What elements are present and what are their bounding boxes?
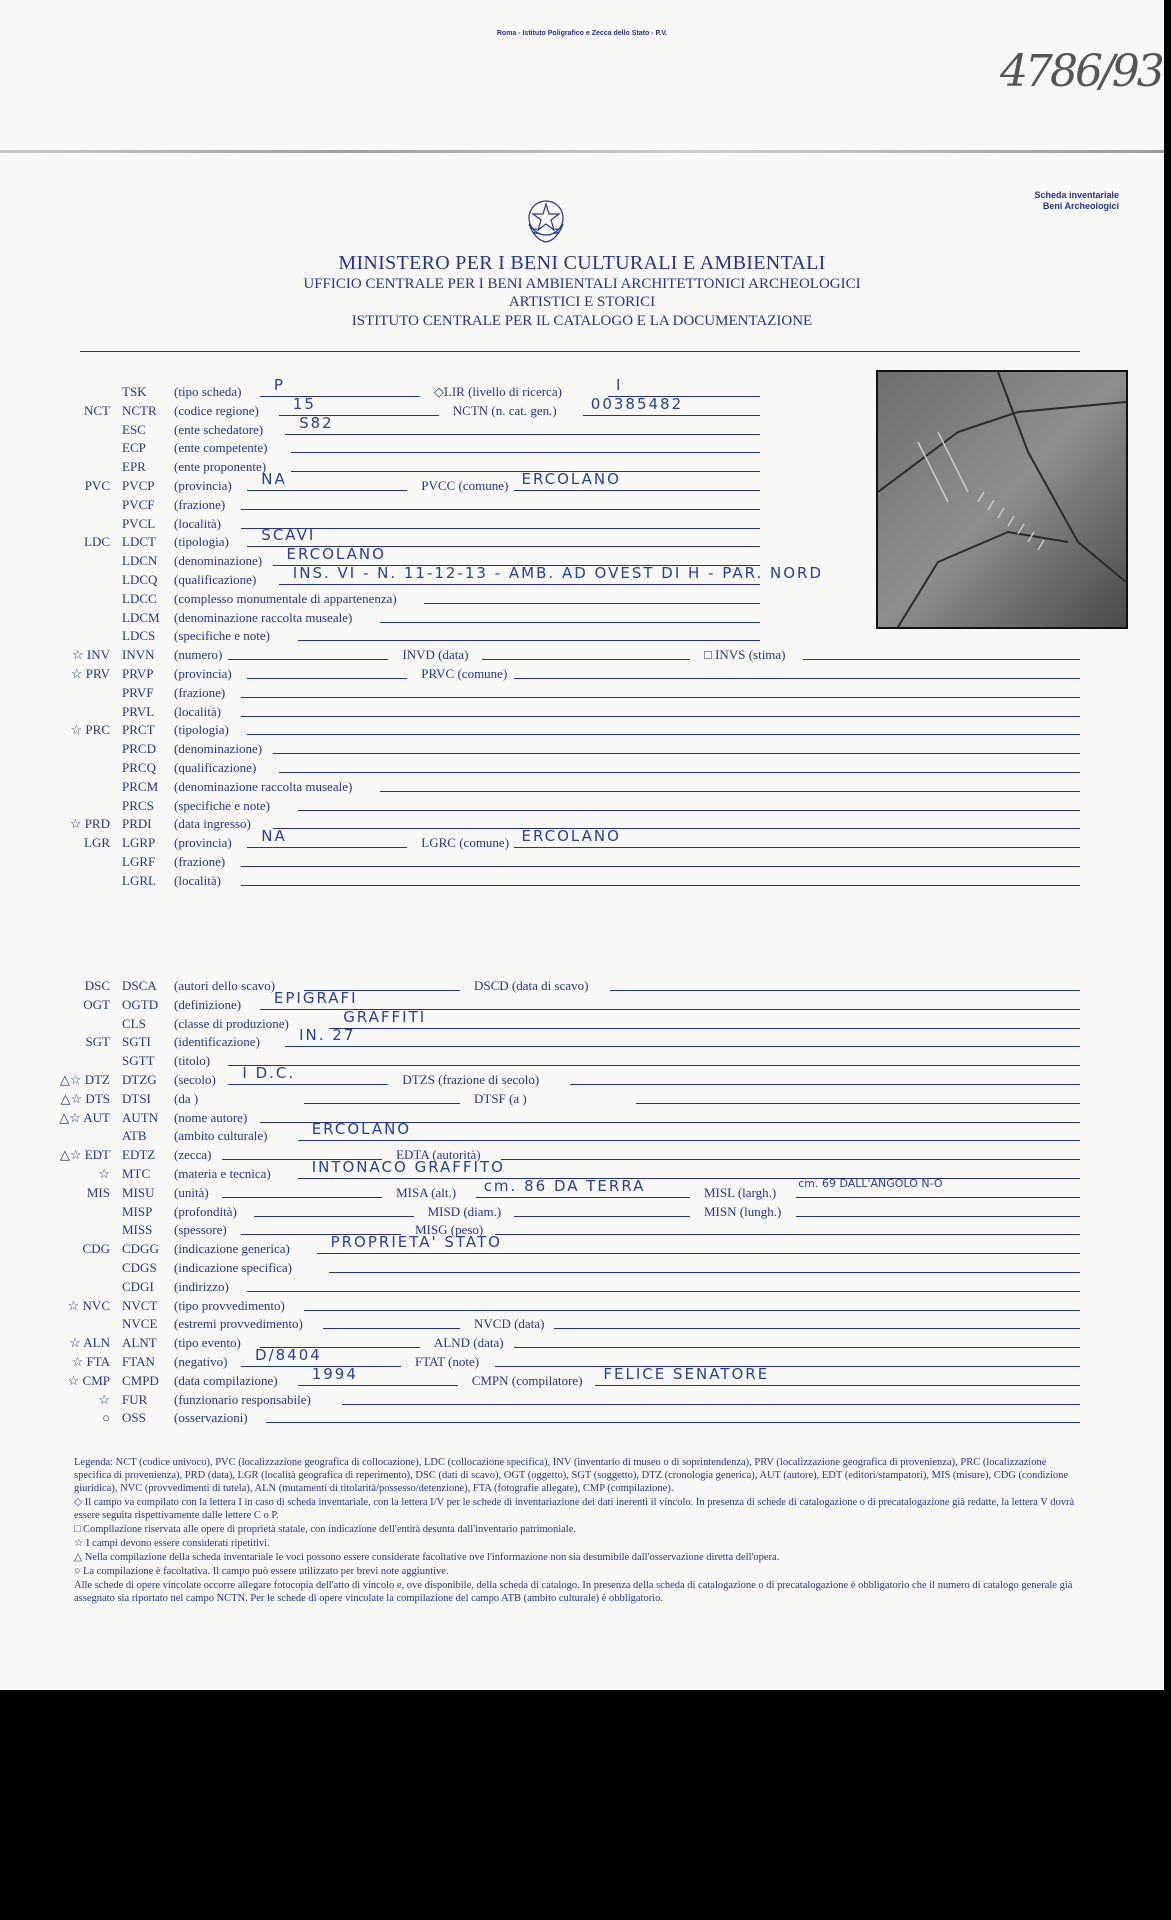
field-label: (funzionario responsabile) <box>174 1391 311 1407</box>
field-row-prvl <box>40 704 1080 721</box>
field-label: (denominazione) <box>174 741 263 757</box>
field-value-secondary: I <box>616 376 623 394</box>
field-code: ATB <box>122 1128 147 1144</box>
fill-line[interactable] <box>796 1197 1080 1198</box>
group-code: ☆ <box>98 1391 110 1407</box>
field-code: NCTR <box>122 402 157 418</box>
field-label: (data ingresso) <box>174 816 251 832</box>
field-label: (località) <box>174 703 221 719</box>
field-row-prcs <box>40 798 1080 815</box>
field-label: (unità) <box>174 1184 209 1200</box>
fill-line[interactable] <box>241 509 760 510</box>
fill-line[interactable] <box>247 734 1080 735</box>
field-row-lgrf <box>40 854 1080 871</box>
field-label-secondary: DSCD (data di scavo) <box>474 978 589 993</box>
field-row-misp <box>40 1204 1080 1221</box>
fill-line[interactable] <box>298 1178 1080 1179</box>
field-value: NA <box>261 827 287 846</box>
field-row-dtzg <box>40 1064 1080 1089</box>
group-code: ☆ PRV <box>70 666 110 681</box>
fill-line[interactable] <box>495 1366 1080 1367</box>
fill-line[interactable] <box>380 791 1080 792</box>
field-code: LDCC <box>122 590 157 606</box>
field-value: IN. 27 <box>299 1026 356 1045</box>
field-code: LGRF <box>122 854 156 869</box>
field-label-secondary: FTAT (note) <box>415 1354 480 1369</box>
field-row-ldcq <box>40 564 1080 589</box>
legend <box>74 1456 1079 1606</box>
field-label: (tipo scheda) <box>174 384 242 399</box>
fill-line[interactable] <box>501 1159 1080 1160</box>
field-row-dtsi <box>40 1091 1080 1108</box>
field-row-sgti <box>40 1026 1080 1051</box>
fill-line[interactable] <box>241 866 1080 867</box>
group-code: ☆ ALN <box>69 1335 110 1351</box>
field-row-nctr <box>40 394 1080 420</box>
fill-line[interactable] <box>279 772 1080 773</box>
field-label: (specifiche e note) <box>174 628 271 644</box>
field-code: LDCN <box>122 553 158 569</box>
field-value: D/8404 <box>255 1346 322 1364</box>
tag-line-1: Scheda inventariale <box>1034 190 1119 200</box>
field-value: SCAVI <box>261 526 316 545</box>
field-row-autn <box>40 1110 1080 1127</box>
tag-line-2: Beni Archeologici <box>1042 201 1119 211</box>
field-row-prvp <box>40 666 1080 683</box>
field-code: PRCS <box>122 797 154 813</box>
field-label: (tipo provvedimento) <box>174 1297 285 1313</box>
office-line-1: UFFICIO CENTRALE PER I BENI AMBIENTALI ARCHITETTONICI ARCHEOLOGICI <box>303 276 861 292</box>
field-code: INVN <box>122 647 155 663</box>
field-row-esc <box>40 413 1080 439</box>
field-label-tertiary: □ INVS (stima) <box>704 647 786 663</box>
field-code: EDTZ <box>122 1147 156 1163</box>
field-row-cdgs <box>40 1260 1080 1277</box>
field-label: (zecca) <box>174 1147 212 1163</box>
fill-line[interactable] <box>241 716 1080 717</box>
field-label-secondary: EDTA (autorità) <box>396 1147 481 1163</box>
field-label-secondary: NCTN (n. cat. gen.) <box>452 402 557 418</box>
group-code: SGT <box>85 1034 110 1050</box>
group-code: CDG <box>82 1241 110 1257</box>
field-code: MISU <box>122 1184 155 1200</box>
field-label: (data compilazione) <box>174 1372 278 1388</box>
fill-line[interactable] <box>304 1103 460 1104</box>
field-row-ldcm <box>40 610 1080 627</box>
field-row-prvf <box>40 685 1080 702</box>
field-row-nvce <box>40 1316 1080 1333</box>
field-row-pvcp <box>40 470 1080 495</box>
group-code: △☆ EDT <box>59 1147 110 1163</box>
field-code: NVCT <box>122 1297 158 1313</box>
field-code: OSS <box>122 1410 146 1426</box>
field-label-secondary: NVCD (data) <box>474 1316 545 1332</box>
field-row-ldcc <box>40 591 1080 608</box>
field-row-ldct <box>40 526 1080 551</box>
fill-line[interactable] <box>273 828 1081 829</box>
field-value-tertiary: cm. 69 DALL'ANGOLO N-O <box>798 1176 943 1190</box>
field-label: (specifiche e note) <box>174 797 271 813</box>
field-code: PVCP <box>122 478 155 493</box>
field-value: 15 <box>292 394 316 413</box>
field-label: (ente schedatore) <box>174 421 264 437</box>
field-label: (denominazione) <box>174 553 263 569</box>
field-row-atb <box>40 1120 1080 1145</box>
group-code: ☆ PRC <box>70 722 110 738</box>
field-value: I D.C. <box>242 1064 296 1082</box>
fill-line[interactable] <box>554 1328 1080 1329</box>
field-code: PVCF <box>122 496 155 512</box>
group-code: ☆ INV <box>71 647 110 663</box>
field-code: LDCQ <box>122 572 158 587</box>
field-label: (località) <box>174 515 221 531</box>
field-code: PRCQ <box>122 760 156 775</box>
group-code: ☆ NVC <box>67 1297 110 1313</box>
legend-note-vincolo: Alle schede di opere vincolate occorre allegare fotocopia dell'atto di vincolo e, ove disponibile, della scheda di catalogo. In presenza della scheda di catalogazione o di precatalogazione è obbligatorio che il numero di catalogo generale già assegnato sia riportato nel campo NCTN. Per le schede di opere vincolate la compilazione del campo ATB (ambito culturale) è obbligatorio. <box>74 1580 1073 1604</box>
fill-line[interactable] <box>570 1084 1080 1085</box>
field-row-ogtd <box>40 988 1080 1014</box>
field-code: LDCS <box>122 628 156 644</box>
fill-line[interactable] <box>285 1046 1080 1047</box>
field-label: (complesso monumentale di appartenenza) <box>174 590 397 606</box>
field-label: (negativo) <box>174 1354 228 1369</box>
field-code: LDCT <box>122 534 156 550</box>
field-row-oss <box>40 1410 1080 1427</box>
legend-note-triangle: △ Nella compilazione della scheda inventariale le voci possono essere considerate facoltative ove l'informazione non sia desumibile dall'osservazione diretta dell'opera. <box>74 1552 780 1563</box>
field-code: DTZG <box>122 1072 157 1087</box>
field-row-prct <box>40 722 1080 739</box>
field-label-secondary: CMPN (compilatore) <box>471 1372 583 1388</box>
field-value: PROPRIETA' STATO <box>330 1233 502 1252</box>
field-label: (denominazione raccolta museale) <box>174 778 353 794</box>
field-label-secondary: DTSF (a ) <box>474 1090 527 1106</box>
field-label: (ambito culturale) <box>174 1128 268 1144</box>
fill-line[interactable] <box>298 1140 1080 1141</box>
field-row-prcm <box>40 779 1080 796</box>
group-code: LDC <box>84 534 110 550</box>
field-code: LDCM <box>122 609 160 625</box>
field-code: CDGG <box>122 1241 159 1257</box>
field-code: AUTN <box>122 1109 159 1125</box>
field-code: FUR <box>122 1391 148 1407</box>
legend-note-square: □ Compilazione riservata alle opere di proprietà statale, con indicazione dell'entità desunta dall'inventario patrimoniale. <box>74 1524 576 1535</box>
field-code: ECP <box>122 440 146 456</box>
field-value: 1994 <box>311 1364 358 1383</box>
fill-line[interactable] <box>222 1197 382 1198</box>
field-label: (numero) <box>174 647 223 663</box>
fill-line[interactable] <box>323 1328 460 1329</box>
fill-line[interactable] <box>514 847 1081 848</box>
fill-line[interactable] <box>514 1216 691 1217</box>
office-line-2: ARTISTICI E STORICI <box>508 294 656 310</box>
group-code: △☆ DTZ <box>59 1072 110 1087</box>
fill-line[interactable] <box>803 659 1081 660</box>
group-code: △☆ AUT <box>59 1109 110 1125</box>
field-value: EPIGRAFI <box>273 988 358 1007</box>
fill-line[interactable] <box>482 659 690 660</box>
field-label-tertiary: MISN (lungh.) <box>704 1203 782 1219</box>
field-code: CDGS <box>122 1260 157 1275</box>
group-code: PVC <box>84 478 110 493</box>
fill-line[interactable] <box>247 847 407 848</box>
fill-line[interactable] <box>317 1253 1080 1254</box>
fill-line[interactable] <box>266 1422 1080 1423</box>
field-value: NA <box>261 470 287 488</box>
field-row-ecp <box>40 440 1080 457</box>
field-row-invn <box>40 647 1080 664</box>
fill-line[interactable] <box>247 1291 1080 1292</box>
fill-line[interactable] <box>273 753 1081 754</box>
field-value-secondary: cm. 86 DA TERRA <box>483 1176 646 1195</box>
field-code: PRCM <box>122 778 159 794</box>
field-value: GRAFFITI <box>343 1007 427 1026</box>
field-code: PRVP <box>122 666 154 681</box>
field-label: (ente proponente) <box>174 459 267 475</box>
field-row-sgtt <box>40 1053 1080 1070</box>
field-code: PVCL <box>122 515 156 531</box>
field-code: MTC <box>122 1166 151 1181</box>
group-code: ☆ CMP <box>67 1372 110 1388</box>
field-value: P <box>273 376 285 394</box>
legend-note-lozenge: ◇ Il campo va compilato con la lettera I in caso di scheda inventariale, con la lettera I/V per le schede di inventariazione dei dati inerenti il vincolo. In presenza di schede di catalogazione o di precatalogazione già redatte, la lettera V dovrà essere seguita rispettivamente dalle lettere C o P. <box>74 1497 1075 1521</box>
fill-line[interactable] <box>380 622 760 623</box>
field-value: ERCOLANO <box>286 545 386 564</box>
field-row-lgrl <box>40 873 1080 890</box>
field-label-secondary: MISD (diam.) <box>427 1203 502 1219</box>
field-label: (provincia) <box>174 835 232 851</box>
ministry-title: MINISTERO PER I BENI CULTURALI E AMBIENTALI <box>338 252 826 274</box>
handwritten-number: 4786/93 <box>1000 46 1162 97</box>
field-code: SGTT <box>122 1053 155 1069</box>
field-row-misu <box>40 1176 1080 1202</box>
field-label-secondary: MISG (peso) <box>415 1222 484 1238</box>
fill-line[interactable] <box>610 990 1080 991</box>
field-label-secondary: ◇LIR (livello di ricerca) <box>433 384 562 399</box>
fill-line[interactable] <box>636 1103 1081 1104</box>
field-code: SGTI <box>122 1034 151 1050</box>
field-code: DTSI <box>122 1090 151 1106</box>
group-code: ☆ FTA <box>71 1354 110 1369</box>
field-code: ALNT <box>122 1335 157 1351</box>
field-code: PRDI <box>122 816 152 832</box>
field-label-tertiary: MISL (largh.) <box>704 1184 777 1200</box>
field-code: DSCA <box>122 978 157 993</box>
field-code: EPR <box>122 459 146 475</box>
field-label: (tipologia) <box>174 722 229 738</box>
group-code: OGT <box>83 996 110 1012</box>
field-label-secondary: PVCC (comune) <box>421 478 509 493</box>
group-code: △☆ DTS <box>60 1090 110 1106</box>
field-value: S82 <box>299 413 334 432</box>
fill-line[interactable] <box>514 490 761 491</box>
fill-line[interactable] <box>241 697 1080 698</box>
field-row-tsk <box>40 376 1080 401</box>
field-label: (indicazione generica) <box>174 1241 290 1257</box>
field-label: (qualificazione) <box>174 760 257 775</box>
fill-line[interactable] <box>241 885 1080 886</box>
field-code: CLS <box>122 1015 146 1031</box>
fill-line[interactable] <box>796 1216 1080 1217</box>
field-label: (spessore) <box>174 1222 227 1238</box>
field-row-pvcl <box>40 516 1080 533</box>
fill-line[interactable] <box>476 1197 690 1198</box>
field-value: INTONACO GRAFFITO <box>311 1158 505 1176</box>
field-row-edtz <box>40 1147 1080 1164</box>
field-row-fur <box>40 1392 1080 1409</box>
field-label: (frazione) <box>174 854 226 869</box>
fill-line[interactable] <box>514 678 1081 679</box>
field-code: LGRL <box>122 872 156 888</box>
field-row-nvct <box>40 1298 1080 1315</box>
field-code: PRVL <box>122 703 155 719</box>
field-label: (profondità) <box>174 1203 237 1219</box>
legend-note-circle: ○ La compilazione è facoltativa. Il campo può essere utilizzato per brevi note aggiuntive. <box>74 1566 449 1577</box>
ministry-header <box>0 252 1164 330</box>
field-row-cdgg <box>40 1233 1080 1258</box>
field-label-secondary: INVD (data) <box>402 647 469 663</box>
field-code: PRVF <box>122 684 154 700</box>
field-code: MISP <box>122 1203 153 1219</box>
fill-line[interactable] <box>595 1385 1080 1386</box>
group-code: ☆ PRD <box>69 816 110 832</box>
fill-line[interactable] <box>228 1084 388 1085</box>
fill-line[interactable] <box>228 659 388 660</box>
field-label: (frazione) <box>174 684 226 700</box>
field-value-secondary: 00385482 <box>590 394 684 413</box>
field-label: (località) <box>174 872 221 888</box>
field-code: TSK <box>122 384 147 399</box>
fill-line[interactable] <box>514 1347 1081 1348</box>
legend-note-star: ☆ I campi devono essere considerati ripetitivi. <box>74 1538 270 1549</box>
group-code: ○ <box>102 1410 110 1426</box>
field-code: LGRP <box>122 835 156 851</box>
field-value-secondary: ERCOLANO <box>521 827 621 846</box>
field-code: FTAN <box>122 1354 155 1369</box>
field-code: PRCT <box>122 722 155 738</box>
field-row-ftan <box>40 1346 1080 1371</box>
fill-line[interactable] <box>241 528 760 529</box>
field-label: (codice regione) <box>174 402 259 418</box>
group-code: LGR <box>84 835 110 851</box>
italian-emblem-icon <box>523 194 569 246</box>
field-label: (materia e tecnica) <box>174 1166 271 1181</box>
fill-line[interactable] <box>304 1310 1080 1311</box>
field-label: (identificazione) <box>174 1034 260 1050</box>
field-row-alnt <box>40 1335 1080 1352</box>
field-label: (tipologia) <box>174 534 229 550</box>
field-label: (classe di produzione) <box>174 1015 289 1031</box>
field-row-pvcf <box>40 497 1080 514</box>
field-label: (da ) <box>174 1090 199 1106</box>
header-rule <box>80 351 1080 352</box>
fill-line[interactable] <box>329 1028 1080 1029</box>
field-row-miss <box>40 1222 1080 1239</box>
institute-line: ISTITUTO CENTRALE PER IL CATALOGO E LA DOCUMENTAZIONE <box>351 313 813 329</box>
field-label: (provincia) <box>174 478 232 493</box>
field-row-cls <box>40 1007 1080 1033</box>
field-label: (provincia) <box>174 666 232 681</box>
fill-line[interactable] <box>247 678 407 679</box>
field-label: (tipo evento) <box>174 1335 241 1351</box>
field-code: MISS <box>122 1222 153 1238</box>
field-code: OGTD <box>122 996 159 1012</box>
fill-line[interactable] <box>424 603 760 604</box>
fill-line[interactable] <box>254 1216 414 1217</box>
field-row-lgrp <box>40 827 1080 852</box>
field-label: (qualificazione) <box>174 572 257 587</box>
field-label-secondary: LGRC (comune) <box>421 835 510 851</box>
form-type-tag <box>1034 190 1119 212</box>
field-row-ldcs <box>40 628 1080 645</box>
fill-line[interactable] <box>342 1404 1080 1405</box>
field-value-secondary: FELICE SENATORE <box>603 1364 770 1383</box>
fill-line[interactable] <box>285 434 760 435</box>
field-label: (definizione) <box>174 996 242 1012</box>
group-code: MIS <box>86 1184 110 1200</box>
field-label: (indirizzo) <box>174 1278 229 1294</box>
field-label: (osservazioni) <box>174 1410 248 1426</box>
field-label: (denominazione raccolta museale) <box>174 609 353 625</box>
fill-line[interactable] <box>298 1385 458 1386</box>
field-code: CDGI <box>122 1278 154 1294</box>
field-row-prcd <box>40 741 1080 758</box>
fill-line[interactable] <box>298 810 1080 811</box>
field-row-prcq <box>40 760 1080 777</box>
field-label: (autori dello scavo) <box>174 978 276 993</box>
fill-line[interactable] <box>260 396 420 397</box>
field-label-secondary: MISA (alt.) <box>396 1184 457 1200</box>
fill-line[interactable] <box>329 1272 1080 1273</box>
printer-line: Roma - Istituto Poligrafico e Zecca dello Stato - P.V. <box>496 30 668 37</box>
field-code: ESC <box>122 421 146 437</box>
field-row-dsca <box>40 978 1080 995</box>
legend-main: Legenda: NCT (codice univoco), PVC (localizzazione geografica di collocazione), LDC (collocazione specifica), INV (inventario di museo o di soprintendenza), PRV (localizzazione geografica di provenienza), PRC (localizzazione specifica di provenienza), PRD (data), LGR (località geografica di reperimento), DSC (dati di scavo), OGT (oggetto), SGT (soggetto), DTZ (cronologia generica), AUT (autore), EDT (editori/stampatori), MIS (misure), CDG (condizione giuridica), NVC (provvedimenti di tutela), ALN (mutamenti di titolarità/possesso/detenzione), FTA (fotografie allegate), CMP (compilazione). <box>74 1457 1069 1494</box>
field-label: (ente competente) <box>174 440 268 456</box>
field-label-secondary: PRVC (comune) <box>421 666 508 681</box>
field-row-cdgi <box>40 1279 1080 1296</box>
field-label: (frazione) <box>174 496 226 512</box>
field-code: NVCE <box>122 1316 158 1332</box>
field-label: (estremi provvedimento) <box>174 1316 303 1332</box>
field-label-secondary: DTZS (frazione di secolo) <box>402 1072 540 1087</box>
field-label: (nome autore) <box>174 1109 248 1125</box>
field-code: CMPD <box>122 1372 159 1388</box>
field-value: ERCOLANO <box>311 1120 412 1139</box>
field-label: (secolo) <box>174 1072 216 1087</box>
fill-line[interactable] <box>495 1234 1080 1235</box>
group-code: DSC <box>84 978 110 993</box>
fill-line[interactable] <box>291 452 760 453</box>
field-label: (indicazione specifica) <box>174 1260 293 1275</box>
field-label-secondary: ALND (data) <box>433 1335 504 1351</box>
fill-line[interactable] <box>228 1065 1080 1066</box>
group-code: NCT <box>84 402 110 418</box>
fill-line[interactable] <box>247 490 407 491</box>
field-value: INS. VI - N. 11-12-13 - AMB. AD OVEST DI H - PAR. NORD <box>292 564 824 582</box>
field-label: (titolo) <box>174 1053 211 1069</box>
fold-line <box>0 150 1164 153</box>
group-code: ☆ <box>98 1166 110 1181</box>
field-value-secondary: ERCOLANO <box>521 470 621 488</box>
fill-line[interactable] <box>298 640 760 641</box>
fill-line[interactable] <box>279 584 760 585</box>
field-row-cmpd <box>40 1364 1080 1390</box>
fill-line[interactable] <box>583 415 760 416</box>
field-code: PRCD <box>122 741 156 757</box>
